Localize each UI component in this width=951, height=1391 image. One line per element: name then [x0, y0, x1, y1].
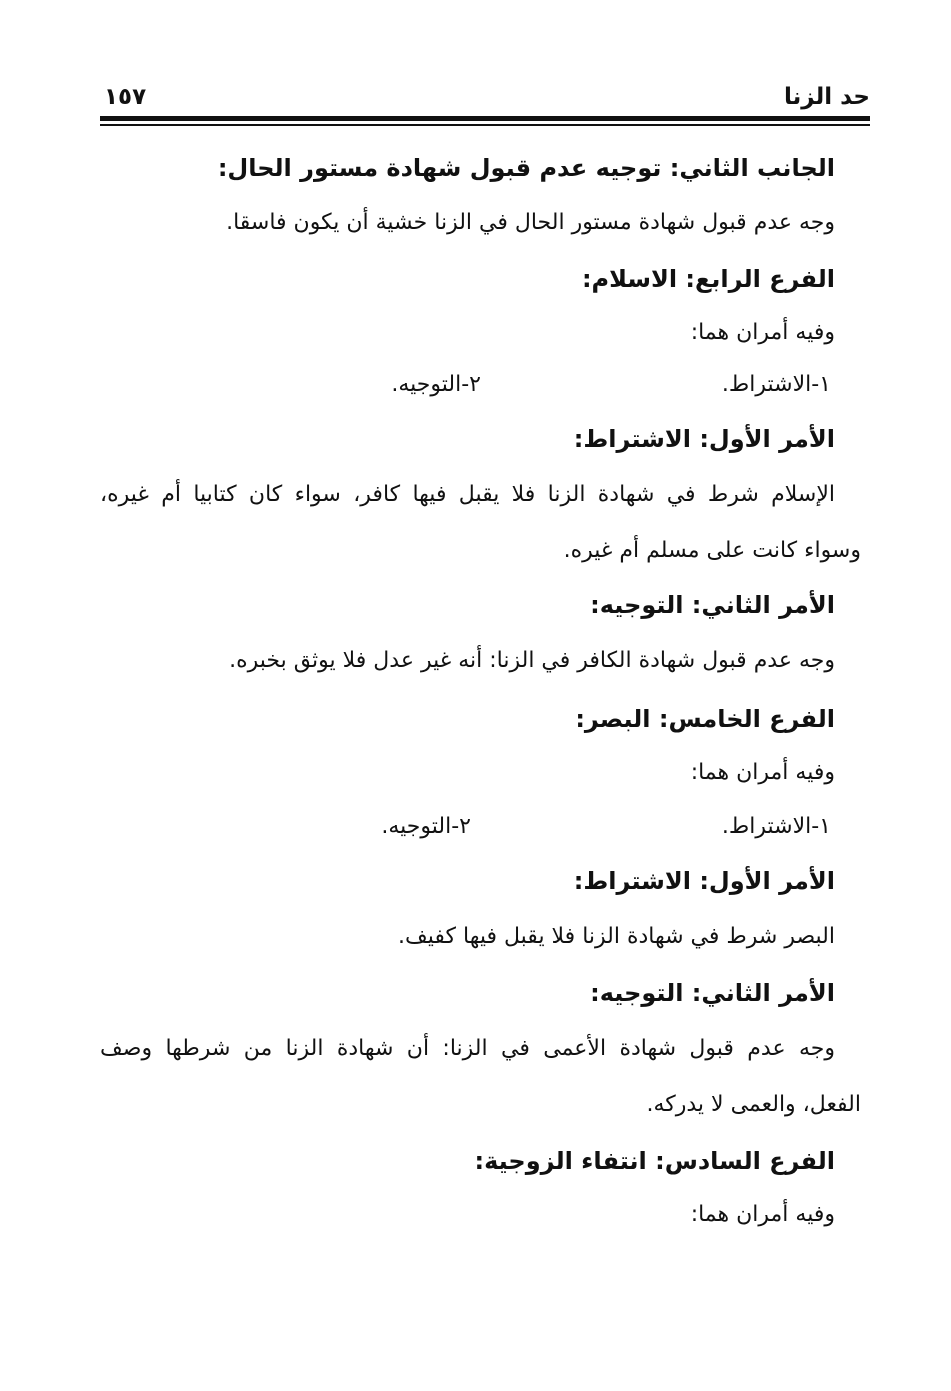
- running-title: حد الزنا: [784, 84, 870, 110]
- item-heading: الأمر الثاني: التوجيه:: [590, 979, 835, 1007]
- item-heading: الأمر الثاني: التوجيه:: [590, 591, 835, 619]
- paragraph: وفيه أمران هما:: [690, 760, 835, 785]
- paragraph-line: الإسلام شرط في شهادة الزنا فلا يقبل فيها كافر، سواء كان كتابيا أم غيره،: [100, 482, 835, 507]
- page-header: [100, 78, 870, 114]
- header-rule-thin: [100, 124, 870, 126]
- paragraph-line: الفعل، والعمى لا يدركه.: [646, 1092, 861, 1117]
- header-rule-thick: [100, 116, 870, 121]
- item-heading: الأمر الأول: الاشتراط:: [573, 867, 835, 895]
- paragraph: وجه عدم قبول شهادة الكافر في الزنا: أنه غير عدل فلا يوثق بخبره.: [229, 648, 835, 673]
- item-heading: الأمر الأول: الاشتراط:: [573, 425, 835, 453]
- list-item: ١-الاشتراط.: [721, 372, 831, 397]
- list-item: ٢-التوجيه.: [381, 814, 471, 839]
- paragraph-line: وجه عدم قبول شهادة الأعمى في الزنا: أن شهادة الزنا من شرطها وصف: [100, 1036, 835, 1061]
- paragraph: وجه عدم قبول شهادة مستور الحال في الزنا خشية أن يكون فاسقا.: [226, 210, 835, 235]
- subsection-heading: الفرع السادس: انتفاء الزوجية:: [474, 1147, 835, 1175]
- paragraph-line: وسواء كانت على مسلم أم غيره.: [563, 538, 861, 563]
- list-item: ٢-التوجيه.: [391, 372, 481, 397]
- list-item: ١-الاشتراط.: [721, 814, 831, 839]
- paragraph: البصر شرط في شهادة الزنا فلا يقبل فيها كفيف.: [398, 924, 835, 949]
- subsection-heading: الفرع الخامس: البصر:: [575, 705, 835, 733]
- section-heading: الجانب الثاني: توجيه عدم قبول شهادة مستور الحال:: [217, 154, 835, 182]
- subsection-heading: الفرع الرابع: الاسلام:: [581, 265, 835, 293]
- page-number: ١٥٧: [104, 84, 147, 110]
- paragraph: وفيه أمران هما:: [690, 320, 835, 345]
- paragraph: وفيه أمران هما:: [690, 1202, 835, 1227]
